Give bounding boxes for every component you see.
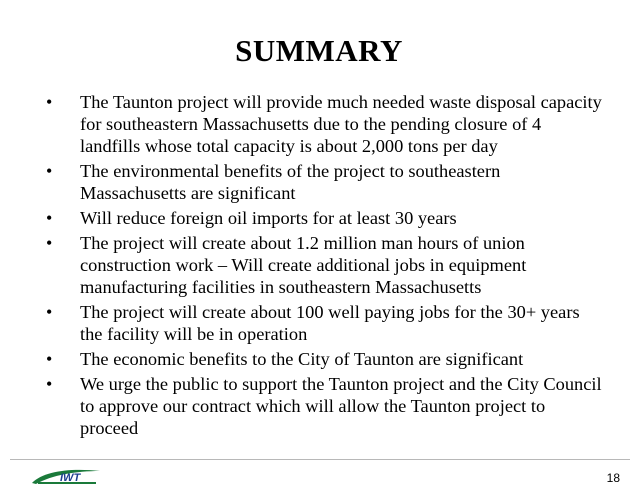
bullet-text: We urge the public to support the Taunton project and the City Council to approve our contract which will allow the Taunton project to proceed — [80, 374, 602, 439]
bullet-item — [46, 91, 606, 158]
bullet-text: The project will create about 100 well paying jobs for the 30+ years the facility will be in operation — [80, 302, 580, 345]
bullet-item — [46, 232, 606, 299]
bullet-text: The Taunton project will provide much needed waste disposal capacity for southeastern Massachusetts due to the pending closure of 4 landfills whose total capacity is about 2,000 tons per day — [80, 92, 602, 157]
bullet-marker: • — [46, 161, 53, 182]
page-number: 18 — [606, 471, 620, 485]
bullet-item — [46, 373, 606, 440]
bullet-item — [46, 207, 606, 229]
bullet-marker: • — [46, 92, 53, 112]
bullet-marker: • — [46, 374, 53, 394]
bullet-text: The project will create about 1.2 million man hours of union construction work – Will create additional jobs in equipment manufacturing facilities in southeastern Massachusetts — [80, 233, 527, 298]
bullet-item — [46, 160, 606, 204]
bullet-text: Will reduce foreign oil imports for at least 30 years — [80, 208, 457, 229]
bullet-text: The economic benefits to the City of Taunton are significant — [80, 349, 524, 370]
bullet-marker: • — [46, 349, 53, 370]
bullet-item — [46, 301, 606, 345]
bullet-item — [46, 348, 606, 370]
slide-title: SUMMARY — [235, 33, 403, 68]
company-logo — [30, 467, 104, 486]
bullet-marker: • — [46, 302, 53, 323]
bullet-text: The environmental benefits of the project to southeastern Massachusetts are significant — [80, 161, 501, 204]
footer-divider — [10, 459, 630, 460]
bullet-list — [46, 91, 606, 442]
bullet-marker: • — [46, 208, 53, 229]
bullet-marker: • — [46, 233, 53, 253]
logo-text: IWT — [60, 472, 81, 484]
